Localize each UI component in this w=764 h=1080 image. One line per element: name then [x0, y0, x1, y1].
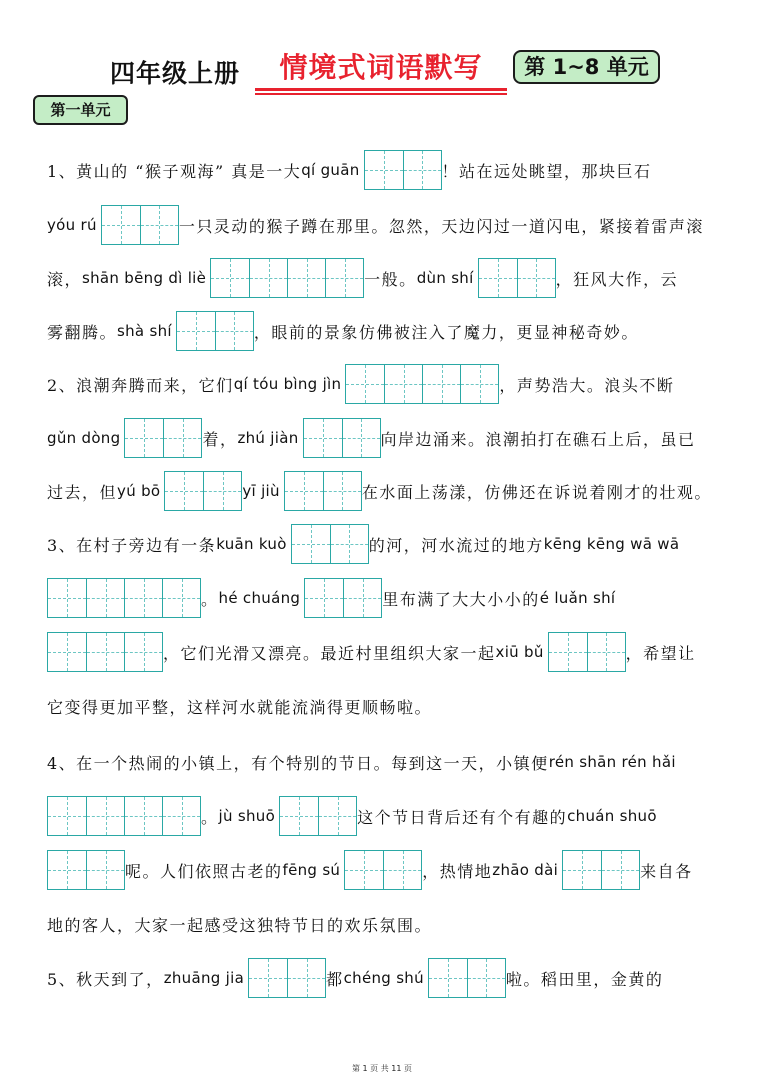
exercise-line — [47, 258, 678, 298]
writing-grid[interactable] — [303, 418, 381, 458]
writing-grid[interactable] — [210, 258, 364, 298]
pinyin-prompt: jù shuō — [218, 807, 276, 825]
writing-grid[interactable] — [124, 418, 202, 458]
sentence-text: 。 — [201, 807, 219, 827]
tian-grid-cell[interactable] — [86, 797, 124, 835]
tian-grid-cell[interactable] — [549, 633, 587, 671]
tian-grid-cell[interactable] — [249, 259, 287, 297]
tian-grid-cell[interactable] — [563, 851, 601, 889]
writing-grid[interactable] — [279, 796, 357, 836]
tian-grid-cell[interactable] — [287, 959, 325, 997]
pinyin-prompt: kuān kuò — [216, 535, 287, 553]
pinyin-prompt: shà shí — [117, 322, 172, 340]
tian-grid-cell[interactable] — [517, 259, 555, 297]
tian-grid-cell[interactable] — [203, 472, 241, 510]
tian-grid-cell[interactable] — [215, 312, 253, 350]
tian-grid-cell[interactable] — [86, 851, 124, 889]
tian-grid-cell[interactable] — [587, 633, 625, 671]
tian-grid-cell[interactable] — [163, 419, 201, 457]
pinyin-prompt: qí guān — [301, 161, 360, 179]
writing-grid[interactable] — [284, 471, 362, 511]
tian-grid-cell[interactable] — [48, 579, 86, 617]
tian-grid-cell[interactable] — [292, 525, 330, 563]
sentence-text: 4、在一个热闹的小镇上，有个特别的节日。每到这一天，小镇便 — [47, 753, 549, 773]
sentence-text: ，声势浩大。浪头不断 — [499, 375, 675, 395]
sentence-text: 这个节日背后还有个有趣的 — [357, 807, 568, 827]
sentence-text: 5、秋天到了， — [47, 969, 164, 989]
writing-grid[interactable] — [47, 850, 125, 890]
tian-grid-cell[interactable] — [422, 365, 460, 403]
sentence-text: ，希望让 — [625, 643, 696, 663]
tian-grid-cell[interactable] — [280, 797, 318, 835]
exercise-line — [47, 150, 652, 190]
writing-grid[interactable] — [47, 578, 201, 618]
page-footer: 第 1 页 共 11 页 — [352, 1064, 412, 1073]
writing-grid[interactable] — [548, 632, 626, 672]
sentence-text: ，眼前的景象仿佛被注入了魔力，更显神秘奇妙。 — [253, 322, 639, 342]
writing-grid[interactable] — [248, 958, 326, 998]
tian-grid-cell[interactable] — [86, 579, 124, 617]
pinyin-prompt: zhāo dài — [492, 861, 559, 879]
tian-grid-cell[interactable] — [343, 579, 381, 617]
sentence-text: ，它们光滑又漂亮。最近村里组织大家一起 — [163, 643, 496, 663]
sentence-text: 在水面上荡漾，仿佛还在诉说着刚才的壮观。 — [361, 482, 712, 502]
sentence-text: 雾翻腾。 — [47, 322, 118, 342]
tian-grid-cell[interactable] — [211, 259, 249, 297]
exercise-line — [47, 686, 432, 726]
tian-grid-cell[interactable] — [429, 959, 467, 997]
writing-grid[interactable] — [291, 524, 369, 564]
sentence-text: 啦。稻田里，金黄的 — [505, 969, 664, 989]
tian-grid-cell[interactable] — [48, 851, 86, 889]
writing-grid[interactable] — [345, 364, 499, 404]
tian-grid-cell[interactable] — [325, 259, 363, 297]
tian-grid-cell[interactable] — [165, 472, 203, 510]
exercise-line — [47, 796, 661, 836]
tian-grid-cell[interactable] — [383, 851, 421, 889]
tian-grid-cell[interactable] — [124, 633, 162, 671]
pinyin-prompt: gǔn dòng — [47, 429, 121, 447]
tian-grid-cell[interactable] — [304, 419, 342, 457]
exercise-line — [47, 524, 683, 564]
sentence-text: 的河，河水流过的地方 — [368, 535, 544, 555]
exercise-line — [47, 850, 693, 890]
pinyin-prompt: zhú jiàn — [237, 429, 299, 447]
exercise-line — [47, 364, 674, 404]
sentence-text: 一只灵动的猴子蹲在那里。忽然，天边闪过一道闪电，紧接着雷声滚 — [178, 216, 704, 236]
exercise-line — [47, 958, 663, 998]
pinyin-prompt: é luǎn shí — [539, 589, 616, 607]
writing-grid[interactable] — [304, 578, 382, 618]
tian-grid-cell[interactable] — [305, 579, 343, 617]
exercise-line — [47, 311, 639, 351]
pinyin-prompt: kēng kēng wā wā — [543, 535, 680, 553]
pinyin-prompt: fēng sú — [282, 861, 341, 879]
sentence-text: ，狂风大作，云 — [555, 269, 679, 289]
sentence-text: 来自各 — [640, 861, 693, 881]
page-header — [0, 44, 764, 94]
sentence-text: 一般。 — [364, 269, 417, 289]
writing-grid[interactable] — [47, 632, 163, 672]
tian-grid-cell[interactable] — [460, 365, 498, 403]
tian-grid-cell[interactable] — [384, 365, 422, 403]
pinyin-prompt: xiū bǔ — [495, 643, 544, 661]
tian-grid-cell[interactable] — [318, 797, 356, 835]
tian-grid-cell[interactable] — [86, 633, 124, 671]
sentence-text: 2、浪潮奔腾而来，它们 — [47, 375, 234, 395]
sentence-text: 它变得更加平整，这样河水就能流淌得更顺畅啦。 — [47, 697, 433, 717]
tian-grid-cell[interactable] — [48, 797, 86, 835]
writing-grid[interactable] — [428, 958, 506, 998]
writing-grid[interactable] — [344, 850, 422, 890]
writing-grid[interactable] — [364, 150, 442, 190]
tian-grid-cell[interactable] — [177, 312, 215, 350]
sentence-text: ，热情地 — [422, 861, 493, 881]
sentence-text: 着， — [202, 429, 238, 449]
pinyin-prompt: yú bō — [117, 482, 161, 500]
tian-grid-cell[interactable] — [285, 472, 323, 510]
section-badge: 第一单元 — [33, 95, 128, 125]
sentence-text: 地的客人，大家一起感受这独特节日的欢乐氛围。 — [47, 915, 433, 935]
pinyin-prompt: qí tóu bìng jìn — [233, 375, 342, 393]
pinyin-prompt: rén shān rén hǎi — [548, 753, 676, 771]
exercise-line — [47, 578, 619, 618]
writing-grid[interactable] — [47, 796, 201, 836]
tian-grid-cell[interactable] — [249, 959, 287, 997]
sentence-text: 都 — [326, 969, 344, 989]
tian-grid-cell[interactable] — [323, 472, 361, 510]
pinyin-prompt: yī jiù — [242, 482, 280, 500]
tian-grid-cell[interactable] — [330, 525, 368, 563]
sentence-text: 。 — [201, 589, 219, 609]
pinyin-prompt: dùn shí — [416, 269, 474, 287]
writing-grid[interactable] — [562, 850, 640, 890]
exercise-line — [47, 742, 680, 782]
exercise-line — [47, 904, 432, 944]
tian-grid-cell[interactable] — [162, 797, 200, 835]
tian-grid-cell[interactable] — [346, 365, 384, 403]
pinyin-prompt: chéng shú — [343, 969, 424, 987]
pinyin-prompt: zhuāng jia — [163, 969, 245, 987]
exercise-line — [47, 418, 696, 458]
grade-label: 四年级上册 — [110, 59, 241, 88]
sentence-text: 里布满了大大小小的 — [382, 589, 540, 609]
sentence-text: 呢。人们依照古老的 — [125, 861, 283, 881]
sentence-text: 滚， — [47, 269, 83, 289]
pinyin-prompt: yóu rú — [47, 216, 97, 234]
exercise-line — [47, 632, 696, 672]
tian-grid-cell[interactable] — [342, 419, 380, 457]
sentence-text: 过去，但 — [47, 482, 118, 502]
pinyin-prompt: chuán shuō — [567, 807, 657, 825]
tian-grid-cell[interactable] — [365, 151, 403, 189]
exercise-line — [47, 205, 704, 245]
sentence-text: 向岸边涌来。浪潮拍打在礁石上后，虽已 — [380, 429, 696, 449]
tian-grid-cell[interactable] — [162, 579, 200, 617]
sentence-text: ！站在远处眺望，那块巨石 — [441, 161, 652, 181]
tian-grid-cell[interactable] — [124, 579, 162, 617]
sentence-text: 1、黄山的 “猴子观海” 真是一大 — [47, 161, 302, 181]
tian-grid-cell[interactable] — [102, 206, 140, 244]
tian-grid-cell[interactable] — [287, 259, 325, 297]
tian-grid-cell[interactable] — [601, 851, 639, 889]
writing-grid[interactable] — [164, 471, 242, 511]
writing-grid[interactable] — [101, 205, 179, 245]
sentence-text: 3、在村子旁边有一条 — [47, 535, 217, 555]
worksheet-title: 情境式词语默写 — [255, 46, 507, 91]
tian-grid-cell[interactable] — [467, 959, 505, 997]
tian-grid-cell[interactable] — [345, 851, 383, 889]
writing-grid[interactable] — [478, 258, 556, 298]
pinyin-prompt: hé chuáng — [218, 589, 301, 607]
tian-grid-cell[interactable] — [140, 206, 178, 244]
unit-range-badge: 第 1~8 单元 — [513, 50, 660, 84]
tian-grid-cell[interactable] — [403, 151, 441, 189]
tian-grid-cell[interactable] — [125, 419, 163, 457]
exercise-line — [47, 471, 712, 511]
tian-grid-cell[interactable] — [48, 633, 86, 671]
pinyin-prompt: shān bēng dì liè — [82, 269, 207, 287]
writing-grid[interactable] — [176, 311, 254, 351]
tian-grid-cell[interactable] — [479, 259, 517, 297]
tian-grid-cell[interactable] — [124, 797, 162, 835]
